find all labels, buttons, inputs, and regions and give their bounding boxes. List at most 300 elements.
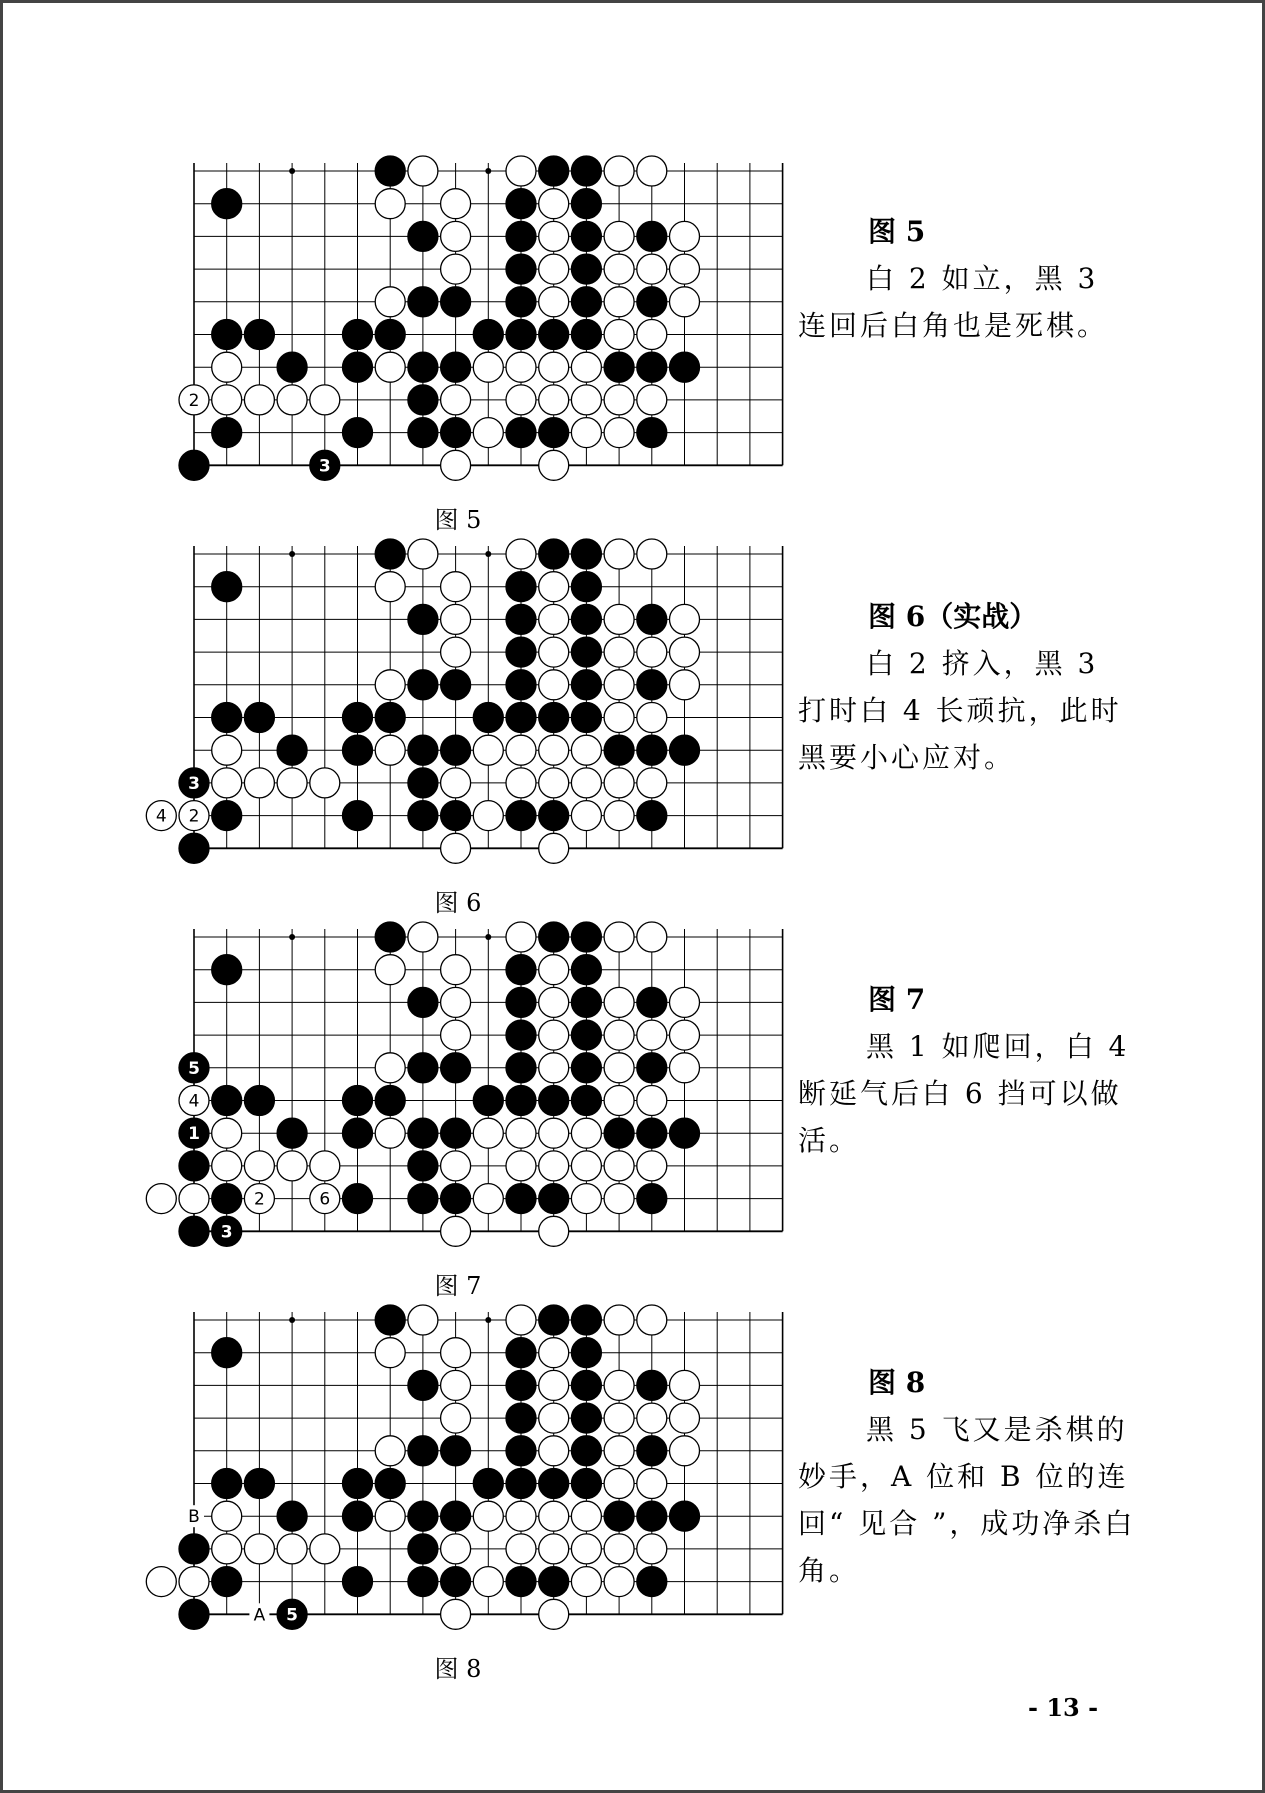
star-point	[485, 551, 491, 557]
black-stone	[571, 955, 601, 985]
white-stone	[604, 1053, 634, 1083]
black-stone	[637, 1501, 667, 1531]
point-letter-label: B	[188, 1507, 200, 1528]
black-stone	[441, 735, 471, 765]
black-stone	[212, 418, 242, 448]
description-body: 白 2 如立，黑 3 连回后白角也是死棋。	[798, 262, 1109, 342]
white-stone	[604, 703, 634, 733]
white-stone	[539, 833, 569, 863]
white-stone	[375, 189, 405, 219]
white-stone	[670, 637, 700, 667]
white-stone	[637, 156, 667, 186]
move-number-label: 5	[286, 1605, 299, 1626]
white-stone	[571, 801, 601, 831]
white-stone	[604, 801, 634, 831]
white-stone	[670, 670, 700, 700]
white-stone	[539, 254, 569, 284]
white-stone	[179, 1567, 209, 1597]
go-diagram-fig7	[148, 929, 758, 1259]
black-stone	[539, 801, 569, 831]
black-stone	[343, 320, 373, 350]
white-stone	[571, 352, 601, 382]
white-stone	[539, 1370, 569, 1400]
black-stone	[571, 1053, 601, 1083]
move-number-label: 2	[253, 1189, 265, 1210]
white-stone	[539, 670, 569, 700]
white-stone	[571, 1118, 601, 1148]
white-stone	[637, 1086, 667, 1116]
black-stone	[637, 221, 667, 251]
black-stone	[506, 1469, 536, 1499]
black-stone	[637, 670, 667, 700]
black-stone	[277, 1118, 307, 1148]
black-stone	[637, 604, 667, 634]
white-stone	[473, 1118, 503, 1148]
white-stone	[604, 1020, 634, 1050]
white-stone	[539, 450, 569, 480]
black-stone	[670, 1118, 700, 1148]
go-board-svg	[148, 1312, 758, 1642]
black-stone	[375, 156, 405, 186]
black-stone	[441, 1501, 471, 1531]
black-stone	[604, 1501, 634, 1531]
white-stone	[506, 1151, 536, 1181]
black-stone	[637, 352, 667, 382]
white-stone	[310, 768, 340, 798]
white-stone	[604, 1086, 634, 1116]
black-stone	[506, 1370, 536, 1400]
black-stone	[408, 1151, 438, 1181]
move-number-label: 3	[318, 456, 331, 477]
figure-caption: 图 6	[434, 889, 482, 917]
description-title: 图 6（实战）	[868, 600, 1038, 633]
black-stone	[343, 1086, 373, 1116]
black-stone	[343, 1118, 373, 1148]
black-stone	[571, 604, 601, 634]
figure-caption: 图 5	[434, 506, 482, 534]
move-number-label: 4	[155, 806, 167, 827]
white-stone	[571, 1567, 601, 1597]
white-stone	[473, 352, 503, 382]
white-stone	[408, 539, 438, 569]
white-stone	[212, 352, 242, 382]
black-stone	[637, 1184, 667, 1214]
white-stone	[441, 1151, 471, 1181]
white-stone	[604, 385, 634, 415]
white-stone	[571, 735, 601, 765]
white-stone	[571, 385, 601, 415]
white-stone	[637, 254, 667, 284]
white-stone	[375, 1053, 405, 1083]
black-stone	[473, 320, 503, 350]
white-stone	[310, 1151, 340, 1181]
black-stone	[179, 1534, 209, 1564]
description-body: 黑 1 如爬回，白 4 断延气后白 6 挡可以做活。	[798, 1030, 1130, 1157]
white-stone	[539, 1338, 569, 1368]
white-stone	[539, 637, 569, 667]
black-stone	[571, 189, 601, 219]
white-stone	[539, 735, 569, 765]
black-stone	[571, 1086, 601, 1116]
white-stone	[146, 1184, 176, 1214]
white-stone	[604, 254, 634, 284]
white-stone	[441, 833, 471, 863]
black-stone	[408, 418, 438, 448]
black-stone	[212, 1469, 242, 1499]
white-stone	[539, 287, 569, 317]
black-stone	[506, 670, 536, 700]
white-stone	[179, 1184, 209, 1214]
go-board-svg	[148, 546, 758, 876]
white-stone	[441, 385, 471, 415]
white-stone	[506, 1305, 536, 1335]
black-stone	[408, 768, 438, 798]
white-stone	[375, 1118, 405, 1148]
black-stone	[571, 1020, 601, 1050]
black-stone	[571, 1436, 601, 1466]
black-stone	[343, 1469, 373, 1499]
black-stone	[539, 1567, 569, 1597]
black-stone	[506, 1403, 536, 1433]
black-stone	[212, 1184, 242, 1214]
star-point	[289, 934, 295, 940]
black-stone	[539, 1086, 569, 1116]
white-stone	[604, 604, 634, 634]
white-stone	[539, 189, 569, 219]
white-stone	[441, 1370, 471, 1400]
white-stone	[604, 1469, 634, 1499]
star-point	[485, 168, 491, 174]
black-stone	[473, 703, 503, 733]
white-stone	[441, 221, 471, 251]
black-stone	[637, 987, 667, 1017]
white-stone	[277, 1534, 307, 1564]
black-stone	[506, 287, 536, 317]
black-stone	[277, 352, 307, 382]
white-stone	[637, 320, 667, 350]
white-stone	[604, 670, 634, 700]
figure-caption: 图 8	[434, 1655, 482, 1683]
black-stone	[375, 1305, 405, 1335]
move-number-label: 3	[220, 1222, 233, 1243]
white-stone	[604, 987, 634, 1017]
black-stone	[670, 352, 700, 382]
black-stone	[571, 1338, 601, 1368]
black-stone	[212, 955, 242, 985]
white-stone	[244, 1534, 274, 1564]
black-stone	[179, 1216, 209, 1246]
black-stone	[571, 922, 601, 952]
white-stone	[604, 637, 634, 667]
white-stone	[571, 768, 601, 798]
black-stone	[539, 1305, 569, 1335]
black-stone	[571, 1305, 601, 1335]
go-diagram-fig5	[148, 163, 758, 493]
white-stone	[506, 539, 536, 569]
description-body: 白 2 挤入，黑 3 打时白 4 长顽抗，此时黑要小心应对。	[798, 647, 1122, 774]
black-stone	[441, 1436, 471, 1466]
white-stone	[277, 385, 307, 415]
white-stone	[637, 637, 667, 667]
white-stone	[637, 703, 667, 733]
star-point	[289, 1317, 295, 1323]
black-stone	[408, 604, 438, 634]
white-stone	[277, 768, 307, 798]
black-stone	[670, 1501, 700, 1531]
move-number-label: 3	[188, 773, 200, 794]
black-stone	[506, 1436, 536, 1466]
black-stone	[506, 1338, 536, 1368]
white-stone	[375, 572, 405, 602]
black-stone	[212, 703, 242, 733]
white-stone	[539, 1501, 569, 1531]
white-stone	[473, 735, 503, 765]
white-stone	[375, 352, 405, 382]
black-stone	[408, 221, 438, 251]
white-stone	[408, 156, 438, 186]
black-stone	[506, 189, 536, 219]
black-stone	[343, 703, 373, 733]
black-stone	[571, 254, 601, 284]
white-stone	[539, 1020, 569, 1050]
white-stone	[670, 287, 700, 317]
black-stone	[441, 287, 471, 317]
white-stone	[441, 955, 471, 985]
move-number-label: 6	[319, 1189, 331, 1210]
white-stone	[506, 156, 536, 186]
white-stone	[539, 221, 569, 251]
white-stone	[604, 1403, 634, 1433]
white-stone	[539, 955, 569, 985]
white-stone	[212, 385, 242, 415]
black-stone	[441, 670, 471, 700]
white-stone	[670, 604, 700, 634]
white-stone	[604, 320, 634, 350]
black-stone	[343, 735, 373, 765]
black-stone	[571, 572, 601, 602]
white-stone	[571, 418, 601, 448]
white-stone	[637, 1305, 667, 1335]
white-stone	[441, 1599, 471, 1629]
black-stone	[571, 539, 601, 569]
black-stone	[179, 1151, 209, 1181]
white-stone	[212, 1151, 242, 1181]
black-stone	[473, 1469, 503, 1499]
move-number-label: 2	[188, 806, 200, 827]
black-stone	[637, 1436, 667, 1466]
white-stone	[604, 221, 634, 251]
white-stone	[604, 418, 634, 448]
white-stone	[473, 801, 503, 831]
white-stone	[375, 955, 405, 985]
page-number: - 13 -	[1028, 1693, 1099, 1722]
white-stone	[571, 1151, 601, 1181]
black-stone	[408, 385, 438, 415]
black-stone	[441, 1567, 471, 1597]
white-stone	[506, 1501, 536, 1531]
go-board-svg	[148, 929, 758, 1259]
description-title: 图 8	[868, 1366, 926, 1399]
black-stone	[441, 418, 471, 448]
black-stone	[375, 922, 405, 952]
white-stone	[375, 1338, 405, 1368]
white-stone	[604, 539, 634, 569]
white-stone	[539, 385, 569, 415]
white-stone	[670, 1370, 700, 1400]
black-stone	[637, 801, 667, 831]
white-stone	[670, 1053, 700, 1083]
black-stone	[441, 801, 471, 831]
point-letter-label: A	[253, 1605, 266, 1626]
white-stone	[571, 1501, 601, 1531]
black-stone	[244, 1086, 274, 1116]
white-stone	[539, 1403, 569, 1433]
white-stone	[670, 1436, 700, 1466]
description-title: 图 5	[868, 215, 926, 248]
white-stone	[277, 1151, 307, 1181]
star-point	[289, 168, 295, 174]
black-stone	[212, 1338, 242, 1368]
white-stone	[670, 987, 700, 1017]
black-stone	[408, 1534, 438, 1564]
black-stone	[473, 1086, 503, 1116]
go-diagram-fig8	[148, 1312, 758, 1642]
black-stone	[179, 450, 209, 480]
black-stone	[277, 1501, 307, 1531]
white-stone	[244, 1151, 274, 1181]
white-stone	[473, 1184, 503, 1214]
white-stone	[506, 385, 536, 415]
black-stone	[506, 418, 536, 448]
black-stone	[539, 1469, 569, 1499]
black-stone	[539, 539, 569, 569]
black-stone	[506, 1567, 536, 1597]
black-stone	[604, 735, 634, 765]
black-stone	[539, 922, 569, 952]
black-stone	[408, 735, 438, 765]
black-stone	[571, 1370, 601, 1400]
black-stone	[441, 1118, 471, 1148]
black-stone	[637, 1370, 667, 1400]
star-point	[485, 934, 491, 940]
black-stone	[506, 1086, 536, 1116]
black-stone	[408, 1370, 438, 1400]
white-stone	[441, 1403, 471, 1433]
black-stone	[571, 221, 601, 251]
white-stone	[441, 1338, 471, 1368]
white-stone	[212, 1501, 242, 1531]
figure-description	[798, 593, 1138, 781]
black-stone	[506, 254, 536, 284]
black-stone	[506, 801, 536, 831]
white-stone	[506, 735, 536, 765]
white-stone	[539, 768, 569, 798]
black-stone	[539, 320, 569, 350]
black-stone	[244, 320, 274, 350]
black-stone	[539, 703, 569, 733]
white-stone	[539, 1599, 569, 1629]
white-stone	[506, 1534, 536, 1564]
white-stone	[604, 1305, 634, 1335]
white-stone	[604, 922, 634, 952]
black-stone	[571, 320, 601, 350]
white-stone	[604, 156, 634, 186]
white-stone	[539, 987, 569, 1017]
black-stone	[506, 1184, 536, 1214]
description-title: 图 7	[868, 983, 926, 1016]
black-stone	[506, 221, 536, 251]
white-stone	[506, 352, 536, 382]
white-stone	[441, 1216, 471, 1246]
black-stone	[637, 1053, 667, 1083]
star-point	[485, 1317, 491, 1323]
black-stone	[506, 320, 536, 350]
black-stone	[571, 156, 601, 186]
white-stone	[441, 604, 471, 634]
white-stone	[375, 670, 405, 700]
black-stone	[408, 1567, 438, 1597]
white-stone	[637, 1020, 667, 1050]
white-stone	[212, 768, 242, 798]
white-stone	[637, 1469, 667, 1499]
black-stone	[637, 1567, 667, 1597]
star-point	[289, 551, 295, 557]
white-stone	[441, 768, 471, 798]
white-stone	[441, 254, 471, 284]
white-stone	[310, 385, 340, 415]
white-stone	[375, 1436, 405, 1466]
black-stone	[244, 703, 274, 733]
black-stone	[506, 1053, 536, 1083]
white-stone	[539, 1151, 569, 1181]
white-stone	[539, 1534, 569, 1564]
white-stone	[441, 1534, 471, 1564]
white-stone	[441, 189, 471, 219]
move-number-label: 1	[188, 1124, 200, 1145]
white-stone	[375, 287, 405, 317]
white-stone	[670, 1403, 700, 1433]
black-stone	[571, 703, 601, 733]
black-stone	[212, 1567, 242, 1597]
go-board-svg	[148, 163, 758, 493]
black-stone	[604, 352, 634, 382]
white-stone	[637, 922, 667, 952]
black-stone	[212, 1086, 242, 1116]
black-stone	[375, 1086, 405, 1116]
white-stone	[637, 539, 667, 569]
black-stone	[408, 287, 438, 317]
white-stone	[310, 1534, 340, 1564]
white-stone	[604, 768, 634, 798]
figure-description	[798, 1359, 1138, 1594]
black-stone	[179, 833, 209, 863]
black-stone	[506, 1020, 536, 1050]
black-stone	[506, 572, 536, 602]
black-stone	[539, 156, 569, 186]
black-stone	[212, 189, 242, 219]
black-stone	[441, 1184, 471, 1214]
black-stone	[637, 735, 667, 765]
white-stone	[473, 1567, 503, 1597]
white-stone	[604, 1534, 634, 1564]
black-stone	[375, 703, 405, 733]
black-stone	[212, 801, 242, 831]
black-stone	[637, 287, 667, 317]
black-stone	[506, 955, 536, 985]
black-stone	[343, 1567, 373, 1597]
white-stone	[375, 735, 405, 765]
white-stone	[637, 1534, 667, 1564]
